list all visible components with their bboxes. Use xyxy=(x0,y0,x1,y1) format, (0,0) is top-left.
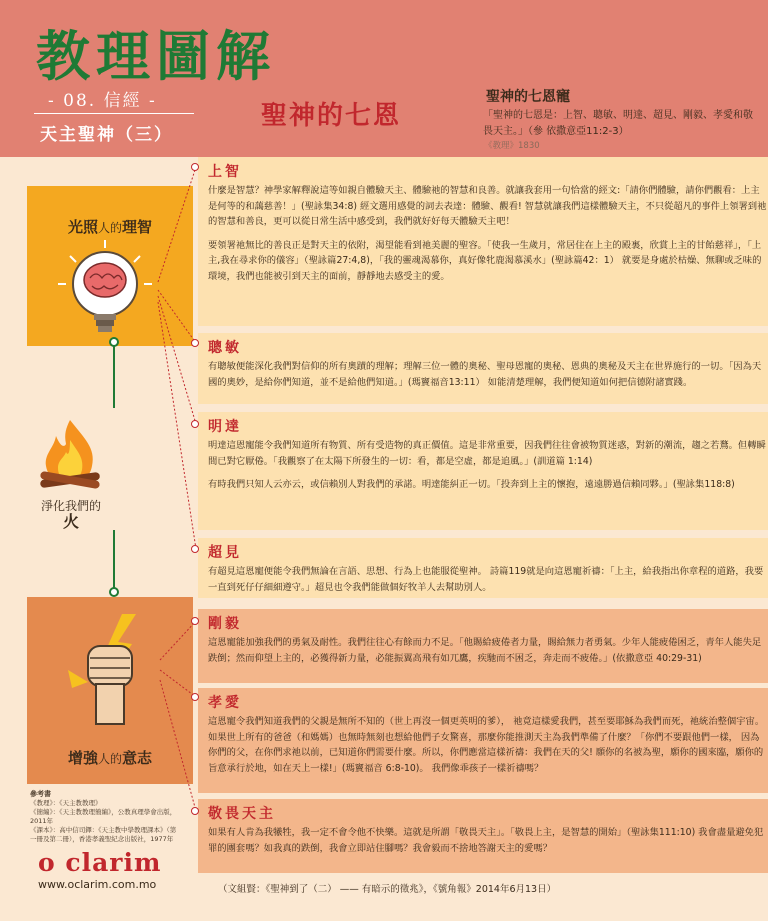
gift-box-understanding xyxy=(198,333,768,404)
label-part: 人的 xyxy=(97,221,122,235)
gift-text: 要領署祂無比的善良正是對天主的依附，渴望能看到祂美麗的聖容。「使我一生歲月，常居住在上主的殿裏，欣賞上主的甘飴慈祥」，「上主,我在尋求你的儀容」（聖詠篇27:4,8)，「我的靈魂渴慕你，真好像牝鹿渴慕溪水」(聖詠篇42：1） 就要是身處於枯燥、無聊或乏味的環境，我們也能被引到天主的面前，靜靜地去感受主的愛。 xyxy=(208,239,762,282)
reference-item: 《教理》：《天主教教理》 xyxy=(30,799,102,807)
brain-bulb-icon xyxy=(52,240,158,340)
connector-dot xyxy=(191,420,199,428)
connector-dot xyxy=(191,807,199,815)
quote-text: 「聖神的七恩是：上智、聰敏、明達、超見、剛毅、孝愛和敬畏天主。」（參 依撒意亞11:2-3） xyxy=(483,110,753,137)
gift-title: 剛毅 xyxy=(208,616,242,632)
publisher-url[interactable]: www.oclarim.com.mo xyxy=(38,878,157,891)
gift-text: 有聰敏便能深化我們對信仰的所有奧蹟的理解；理解三位一體的奧秘、聖母恩寵的奧秘、恩典的奧秘及天主在世界施行的一切。「因為天國的奧妙，是給你們知道，並不是給他們知道。」(瑪竇福音13:11） 如能清楚理解，我們便知道如何把信德附諸實踐。 xyxy=(208,361,762,388)
gift-text: 這恩寵能加強我們的勇氣及耐性。我們往往心有餘而力不足。「他賜給疲倦者力量，賜給無力者勇氣。少年人能疲倦困乏，青年人能失足跌倒；然而仰望上主的，必獲得新力量，必能振翼高飛有如兀鷹，疾馳而不困乏，奔走而不疲倦。」(依撒意亞 40:29-31) xyxy=(208,637,762,664)
panel-reason-label xyxy=(27,216,193,237)
label-part: 意志 xyxy=(122,749,153,767)
reference-item: 《課本》：高中信司鐸：《天主教中學教理課本》（第一冊及第二冊），香港孝義聖紀念出版社，1977年 xyxy=(30,826,177,843)
gift-text: 這恩寵令我們知道我們的父親是無所不知的（世上再沒一個更英明的爹）， 祂竟這樣愛我們，甚至要耶穌為我們而死，祂統治整個宇宙。如果世上所有的爸爸（和媽媽）也無時無刻也想給他們子女驚喜，那麼你能推測天主為我們準備了什麼？「你們不要跟他們一樣， 因為你們的父，在你們求祂以前，已知道你們需要什麼。所以，你們應當這樣祈禱：我們在天的父! 願你的名被為聖，願你的國來臨，願你的旨意承行於地，如在天上一樣!」(瑪竇福音 6:8-10)。 我們像乖孩子一樣祈禱嗎？ xyxy=(208,716,765,774)
fire-label xyxy=(28,498,114,530)
publisher-logo: o clarim xyxy=(38,848,162,877)
topic-title: 聖神的七恩 xyxy=(261,101,402,131)
connector-dot xyxy=(191,693,199,701)
issue-label: - 08. 信經 - xyxy=(48,91,157,111)
references xyxy=(30,790,180,844)
gift-text: 有超見這恩寵便能令我們無論在言語、思想、行為上也能服從聖神。 詩篇119就是向這恩寵祈禱：「上主，給我指出你章程的道路，我要一直到死仔仔細細遵守。」超見也令我們能做個好牧羊人去幫助別人。 xyxy=(208,566,764,593)
divider xyxy=(34,113,194,114)
gift-title: 聰敏 xyxy=(208,340,242,356)
connector-dot xyxy=(191,545,199,553)
connector-dot xyxy=(191,617,199,625)
fire-label-word: 火 xyxy=(62,512,79,531)
connector-dot xyxy=(191,339,199,347)
fire-icon xyxy=(36,418,104,490)
page-title: 教理圖解 xyxy=(36,24,276,88)
fire-label-line: 淨化我們的 xyxy=(40,499,101,513)
gift-title: 孝愛 xyxy=(208,695,242,711)
gift-text: 有時我們只知人云亦云，或信賴別人對我們的承諾。明達能糾正一切。「投奔到上主的懷抱，遠遠勝過信賴同夥。」(聖詠集118:8) xyxy=(208,479,735,490)
gift-box-wisdom xyxy=(198,157,768,326)
gift-title: 敬畏天主 xyxy=(208,806,276,822)
gift-box-fear-of-god xyxy=(198,799,768,873)
gift-box-knowledge xyxy=(198,538,768,598)
connector-dot xyxy=(191,163,199,171)
panel-will-label xyxy=(27,747,193,768)
label-part: 光照 xyxy=(67,218,98,236)
gift-box-counsel xyxy=(198,412,768,530)
reference-item: 《簡編》：《天主教教理簡編》，公教真理學會出版，2011年 xyxy=(30,808,177,825)
label-part: 人的 xyxy=(97,752,122,766)
gift-text: 什麼是智慧？神學家解釋說這等如親自體驗天主、體驗祂的智慧和良善。就讓我套用一句恰當的經文:「請你們體驗，請你們觀看：上主是何等的和藹慈善！」(聖詠集34:8) 經文選用感覺的詞去表達：體驗、觀看! 智慧就讓我們這樣體驗天主，不只從超凡的事件上領署到祂的智慧和善良，更可以從日常生活中感受到，我們就好好每天體驗天主吧！ xyxy=(208,185,767,227)
quote-title: 聖神的七恩寵 xyxy=(486,89,570,105)
gift-box-piety xyxy=(198,688,768,793)
subtitle: 天主聖神（三） xyxy=(40,125,173,145)
quote-source: 《教理》1830 xyxy=(484,141,540,151)
gift-title: 明達 xyxy=(208,419,242,435)
label-part: 理智 xyxy=(122,218,153,236)
footer-citation: （文組賢：《聖神到了（二） —— 有暗示的徵兆》，《號角報》2014年6月13日） xyxy=(218,884,557,895)
gift-text: 如果有人肯為我犧牲，我一定不會令他不快樂。這就是所謂「敬畏天主」。「敬畏上主，是智慧的開始」（聖詠集111:10) 我會盡量避免犯罪的團套嗎？如我真的跌倒，我會立即站住腳嗎？我會毅而不捨地答謝天主的愛嗎？ xyxy=(208,827,764,854)
gift-box-fortitude xyxy=(198,609,768,683)
gift-text: 明達這恩寵能令我們知道所有物質、所有受造物的真正價值。這是非常重要，因我們往往會被物質迷惑，對新的潮流，趨之若鶩。但轉瞬間已對它厭倦。「我觀察了在太陽下所發生的一切：看，都是空虛，都是追風。」(訓道篇 1:14) xyxy=(208,440,766,467)
fist-lightning-icon xyxy=(62,610,162,730)
gift-title: 超見 xyxy=(208,545,242,561)
references-heading: 參考書 xyxy=(30,790,51,798)
label-part: 增強 xyxy=(67,749,98,767)
gift-title: 上智 xyxy=(208,164,242,180)
